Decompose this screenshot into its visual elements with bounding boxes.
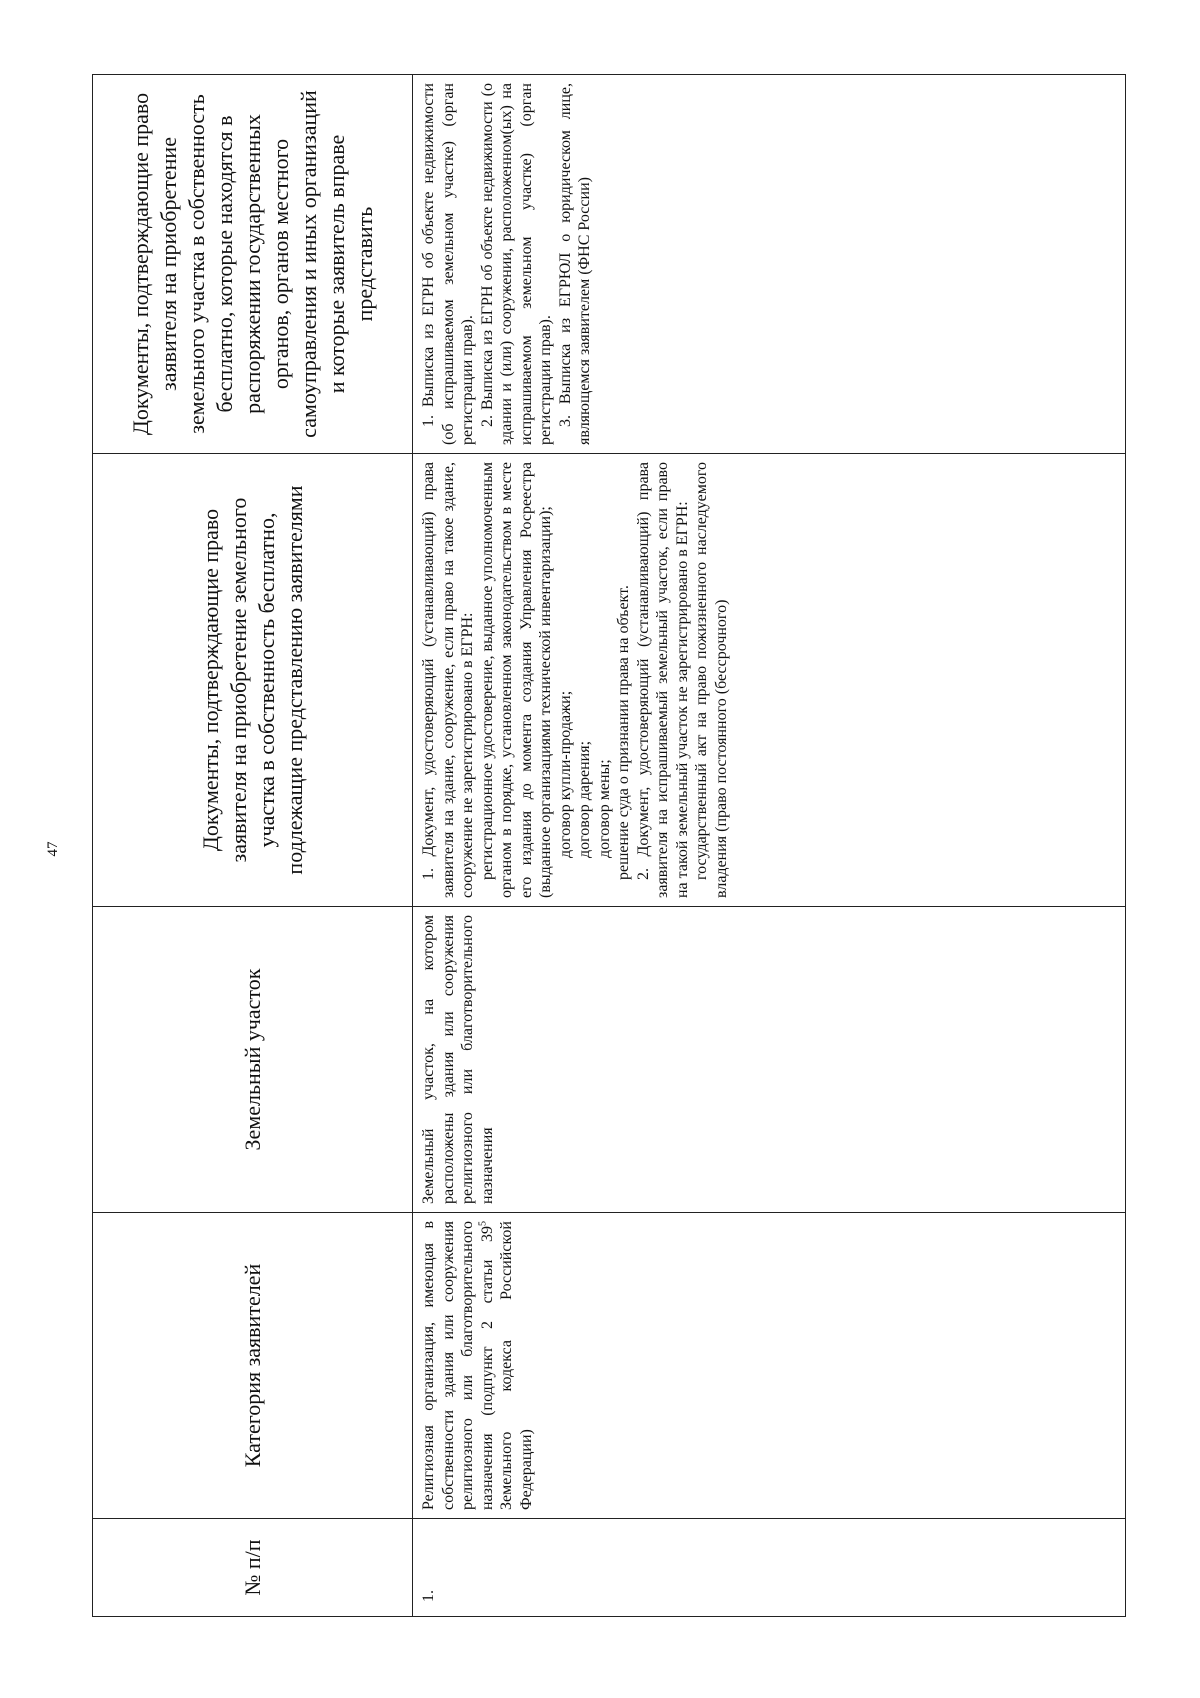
cell-docs-applicant (413, 454, 1126, 907)
docs-authorities-paragraph-3: 3. Выписка из ЕГРЮЛ о юридическом лице, являющемся заявителем (ФНС России) (556, 83, 593, 445)
applicant-documents-table (92, 74, 1126, 1617)
cell-plot: Земельный участок, на котором расположены здания или сооружения религиозного или благотворительного назначения (413, 907, 1126, 1213)
page-number: 47 (44, 841, 61, 857)
docs-applicant-paragraph-4: 2. Документ, удостоверяющий (устанавливающий) права заявителя на испрашиваемый земельный участок, если право на такой земельный участок не зарегистрировано в ЕГРН: (634, 462, 691, 898)
rotated-page (92, 75, 1126, 1617)
cell-category (413, 1213, 1126, 1519)
category-superscript: 5 (477, 1221, 489, 1226)
header-category: Категория заявителей (93, 1213, 413, 1519)
rotated-table-container (92, 75, 1126, 1617)
header-num: № п/п (93, 1519, 413, 1617)
docs-applicant-item-2: договор дарения; (576, 740, 593, 858)
category-text-end: Земельного кодекса Российской Федерации) (498, 1221, 535, 1510)
cell-docs-authorities (413, 75, 1126, 454)
table-row (413, 75, 1126, 1617)
cell-num: 1. (413, 1519, 1126, 1617)
docs-applicant-paragraph-5: государственный акт на право пожизненного наследуемого владения (право постоянного (бессрочного) (693, 462, 730, 898)
docs-applicant-item-1: договор купли-продажи; (556, 690, 574, 858)
header-docs-authorities: Документы, подтверждающие право заявителя на приобретение земельного участка в собственность бесплатно, которые находятся в распоряжении государственных органов, органов местного самоуправления и иных организаций и которые заявитель вправе представить (93, 75, 413, 454)
header-plot: Земельный участок (93, 907, 413, 1213)
header-docs-applicant: Документы, подтверждающие право заявителя на приобретение земельного участка в собственность бесплатно, подлежащие представлению заявителями (93, 454, 413, 907)
docs-applicant-paragraph-2: регистрационное удостоверение, выданное уполномоченным органом в порядке, установленном законодательством в месте его издания до момента создания Управления Росреестра (выданное организациями технической инвентаризации); (478, 462, 554, 898)
docs-applicant-paragraph-1: 1. Документ, удостоверяющий (устанавливающий) права заявителя на здание, сооружение, если право на такое здание, сооружение не зарегистрировано в ЕГРН: (420, 462, 476, 898)
docs-authorities-paragraph-2: 2. Выписка из ЕГРН об объекте недвижимости (о здании и (или) сооружении, расположенном(ых) на испрашиваемом земельном участке) (орган регистрации прав). (478, 83, 554, 445)
category-text: Религиозная организация, имеющая в собственности здания или сооружения религиозного или благотворительного назначения (подпункт 2 статьи 39 (420, 1221, 496, 1510)
docs-authorities-paragraph-1: 1. Выписка из ЕГРН об объекте недвижимости (об испрашиваемом земельном участке) (орган регистрации прав). (420, 83, 476, 445)
docs-applicant-paragraph-3: решение суда о признании права на объект. (615, 585, 632, 880)
table-header-row (93, 75, 413, 1617)
docs-applicant-item-3: договор мены; (595, 759, 613, 858)
